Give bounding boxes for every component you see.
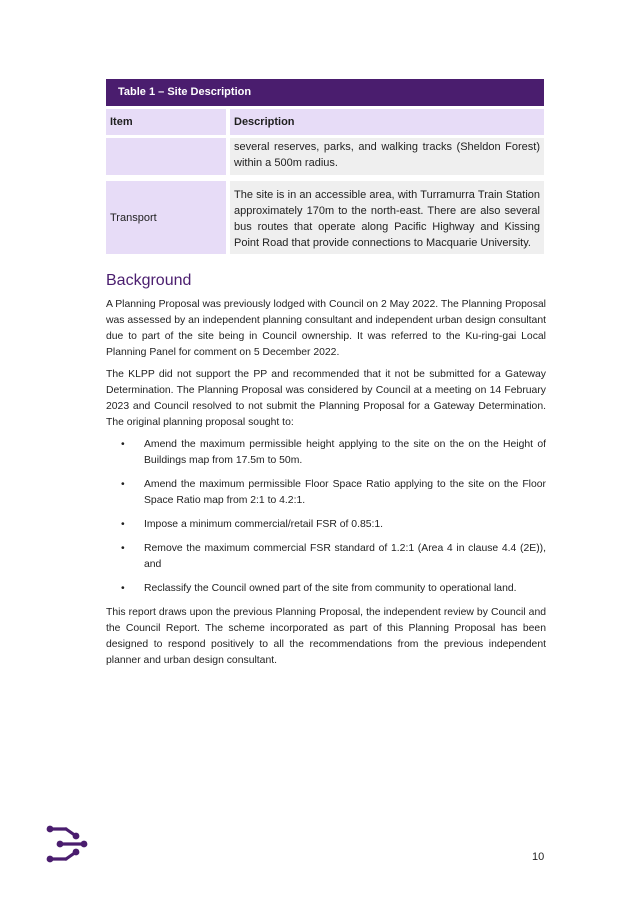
list-item-text: Amend the maximum permissible height applying to the site on the on the Height of Buildings map from 17.5m to 50m. xyxy=(144,439,546,466)
page-number: 10 xyxy=(532,851,545,863)
bullet-icon: • xyxy=(121,519,125,530)
brand-logo-icon xyxy=(46,824,90,864)
table-row xyxy=(106,138,544,175)
list-item-text: Amend the maximum permissible Floor Space Ratio applying to the site on the Floor Space Ratio map from 2:1 to 4.2:1. xyxy=(144,479,546,506)
header-item: Item xyxy=(106,109,226,135)
list-item-text: Impose a minimum commercial/retail FSR of 0.85:1. xyxy=(144,519,384,530)
table-row xyxy=(106,181,544,254)
paragraph: A Planning Proposal was previously lodged with Council on 2 May 2022. The Planning Proposal was assessed by an independent planning consultant and independent urban design consultant due to part of the site being in Council ownership. It was referred to the Ku-ring-gai Local Planning Panel for comment on 5 December 2022. xyxy=(106,299,546,358)
bullet-list xyxy=(106,437,546,597)
row-description: The site is in an accessible area, with Turramurra Train Station approximately 170m to the north-east. There are also several bus routes that operate along Pacific Highway and Kissing Point Road that provide connections to Macquarie University. xyxy=(230,181,544,254)
bullet-icon: • xyxy=(121,543,125,554)
list-item xyxy=(106,541,546,573)
table-header-row xyxy=(106,109,544,135)
bullet-icon: • xyxy=(121,439,125,450)
bullet-icon: • xyxy=(121,583,125,594)
paragraph: This report draws upon the previous Planning Proposal, the independent review by Council and the Council Report. The scheme incorporated as part of this Planning Proposal has been designed to respond positively to all the recommendations from the previous independent planner and urban design consultant. xyxy=(106,607,546,666)
list-item-text: Reclassify the Council owned part of the site from community to operational land. xyxy=(144,583,517,594)
body-text xyxy=(106,297,546,675)
list-item xyxy=(106,517,546,533)
list-item xyxy=(106,437,546,469)
row-item xyxy=(106,138,226,175)
header-description: Description xyxy=(230,109,544,135)
bullet-icon: • xyxy=(121,479,125,490)
row-description: several reserves, parks, and walking tracks (Sheldon Forest) within a 500m radius. xyxy=(230,138,544,175)
list-item xyxy=(106,581,546,597)
table-title: Table 1 – Site Description xyxy=(106,79,544,106)
list-item xyxy=(106,477,546,509)
list-item-text: Remove the maximum commercial FSR standard of 1.2:1 (Area 4 in clause 4.4 (2E)), and xyxy=(144,543,546,570)
site-description-table xyxy=(106,79,544,254)
paragraph: The KLPP did not support the PP and recommended that it not be submitted for a Gateway Determination. The Planning Proposal was considered by Council at a meeting on 14 February 2023 and Council resolved to not submit the Planning Proposal for a Gateway Determination. The original planning proposal sought to: xyxy=(106,369,546,428)
row-item: Transport xyxy=(106,181,226,254)
section-heading: Background xyxy=(106,272,192,289)
